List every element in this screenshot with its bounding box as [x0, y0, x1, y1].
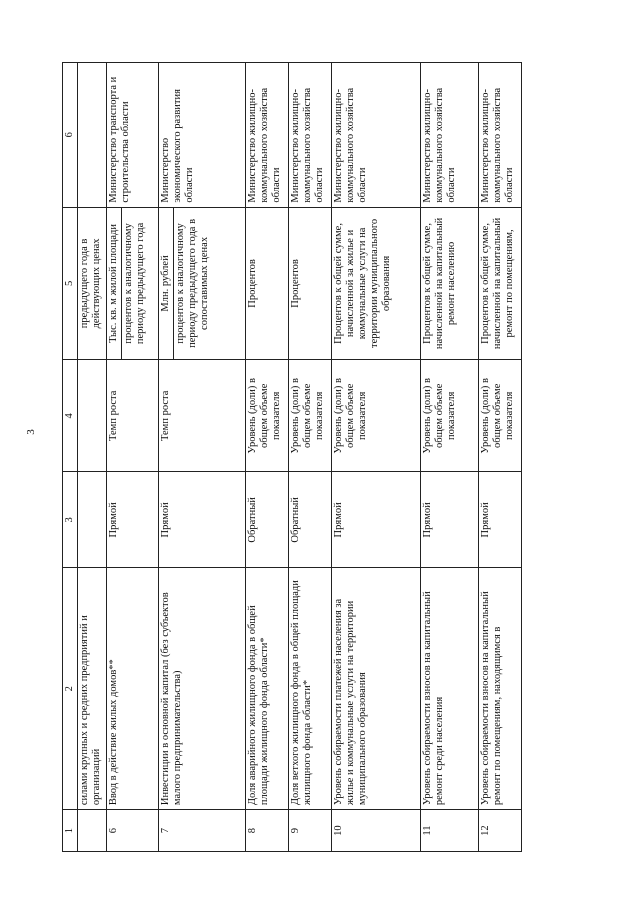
indicator-type: Прямой: [332, 472, 421, 568]
unit-cell: Процентов к общей сумме, начисленной на капитальный ремонт по помещениям,: [479, 207, 522, 360]
ministry-cell: Министерство жилищно-коммунального хозяйства области: [246, 63, 289, 208]
ministry-cell: Министерство жилищно-коммунального хозяйства области: [289, 63, 332, 208]
row-number: 12: [479, 810, 522, 852]
indicator-name: Уровень собираемости платежей населения за жилье и коммунальные услуги на территории муниципального образования: [332, 568, 421, 810]
header-col-4: 4: [63, 360, 78, 472]
ministry-cell: Министерство жилищно-коммунального хозяйства области: [332, 63, 421, 208]
unit-bottom: процентов к аналогичному периоду предыдущего года в сопоставимых ценах: [173, 208, 212, 360]
ministry-cell: Министерство жилищно-коммунального хозяйства области: [421, 63, 479, 208]
header-row: [63, 63, 78, 852]
measure-cell: Темп роста: [107, 360, 159, 472]
table-row: [107, 63, 159, 852]
rotated-page: [62, 62, 567, 852]
unit-bottom: процентов к аналогичному периоду предыдущего года: [121, 208, 148, 360]
indicator-type: Обратный: [289, 472, 332, 568]
ministry-cell: Министерство транспорта и строительства области: [107, 63, 159, 208]
ministry-cell: Министерство жилищно-коммунального хозяйства области: [479, 63, 522, 208]
measure-cell: Уровень (доли) в общем объеме показателя: [421, 360, 479, 472]
table-row: [421, 63, 479, 852]
indicator-name: Доля ветхого жилищного фонда в общей площади жилищного фонда области*: [289, 568, 332, 810]
indicator-type: Прямой: [107, 472, 159, 568]
unit-cell: Процентов к общей сумме, начисленной за жилье и коммунальные услуги на территории муниципального образования: [332, 207, 421, 360]
unit-cell: Процентов: [289, 207, 332, 360]
unit-cell: Процентов к общей сумме, начисленной на капитальный ремонт населению: [421, 207, 479, 360]
indicators-table: [62, 62, 522, 852]
indicator-name: Доля аварийного жилищного фонда в общей площади жилищного фонда области*: [246, 568, 289, 810]
measure-cell: Уровень (доли) в общем объеме показателя: [332, 360, 421, 472]
table-row-continuation: [78, 63, 107, 852]
unit-top: Млн. рублей: [160, 255, 171, 312]
table-row: [159, 63, 246, 852]
indicator-type: Прямой: [479, 472, 522, 568]
table-row: [246, 63, 289, 852]
unit-cell: [159, 207, 246, 360]
indicator-type: Обратный: [246, 472, 289, 568]
unit-cell: [107, 207, 159, 360]
table-row: [479, 63, 522, 852]
header-col-5: 5: [63, 207, 78, 360]
row-number: 10: [332, 810, 421, 852]
page-number: 3: [25, 429, 37, 435]
header-col-2: 2: [63, 568, 78, 810]
indicator-name: Уровень собираемости взносов на капитальный ремонт по помещениям, находящимся в: [479, 568, 522, 810]
measure-cell: Уровень (доли) в общем объеме показателя: [479, 360, 522, 472]
header-col-6: 6: [63, 63, 78, 208]
table-row: [332, 63, 421, 852]
measure-cell: Уровень (доли) в общем объеме показателя: [246, 360, 289, 472]
indicator-name: Инвестиции в основной капитал (без субъектов малого предпринимательства): [159, 568, 246, 810]
indicator-name: силами крупных и средних предприятий и организаций: [78, 568, 107, 810]
measure-cell: Уровень (доли) в общем объеме показателя: [289, 360, 332, 472]
indicator-type: Прямой: [159, 472, 246, 568]
header-col-3: 3: [63, 472, 78, 568]
row-number: 6: [107, 810, 159, 852]
unit-cell: предыдущего года в действующих ценах: [78, 207, 107, 360]
row-number: 11: [421, 810, 479, 852]
indicator-type: Прямой: [421, 472, 479, 568]
header-col-1: 1: [63, 810, 78, 852]
row-number: 7: [159, 810, 246, 852]
table-row: [289, 63, 332, 852]
measure-cell: Темп роста: [159, 360, 246, 472]
row-number: 8: [246, 810, 289, 852]
row-number: 9: [289, 810, 332, 852]
indicator-name: Ввод в действие жилых домов**: [107, 568, 159, 810]
ministry-cell: Министерство экономического развития области: [159, 63, 246, 208]
unit-cell: Процентов: [246, 207, 289, 360]
indicator-name: Уровень собираемости взносов на капитальный ремонт среди населения: [421, 568, 479, 810]
unit-top: Тыс. кв. м жилой площади: [108, 224, 119, 343]
